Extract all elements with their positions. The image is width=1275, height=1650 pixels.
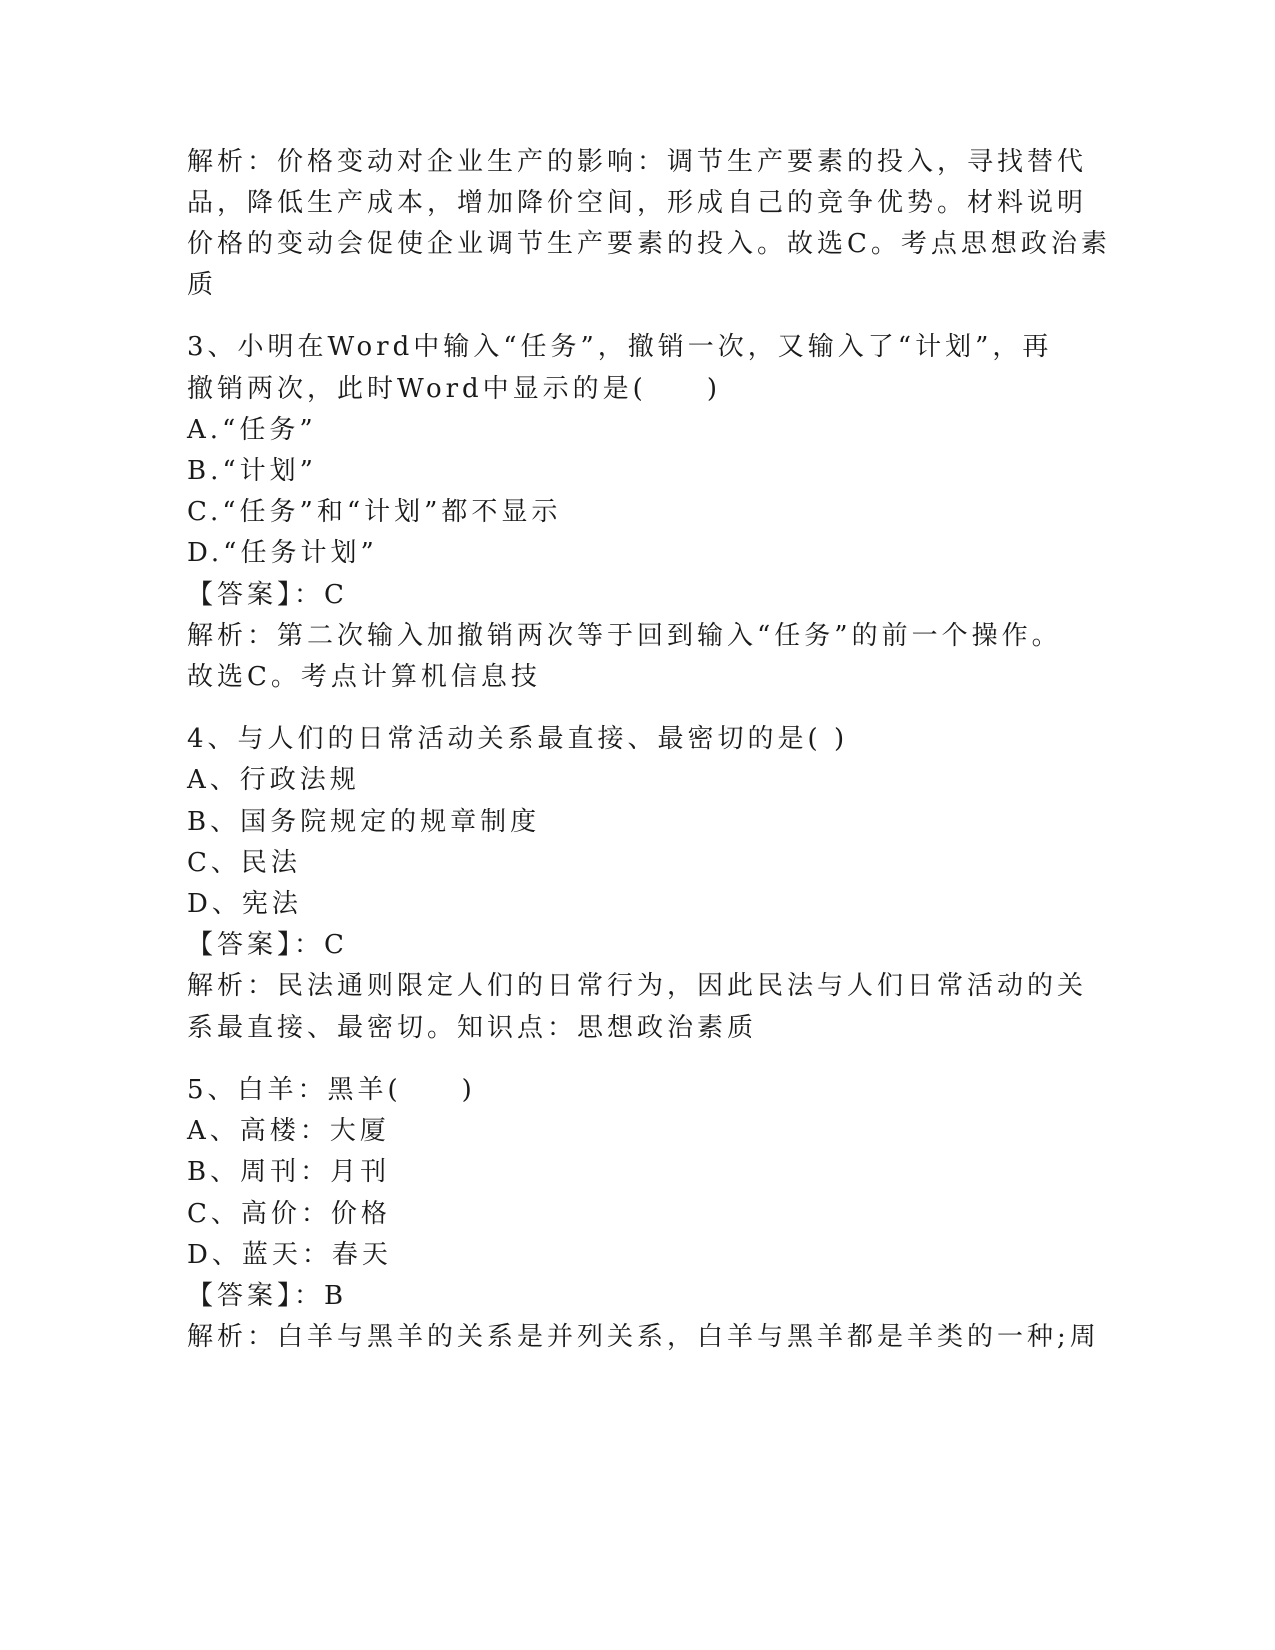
q3-analysis-line-1: 解析：第二次输入加撤销两次等于回到输入“任务”的前一个操作。 <box>187 621 1062 651</box>
q4-option-c: C、民法 <box>187 848 301 878</box>
q2-analysis-line-4: 质 <box>187 270 218 300</box>
q4-analysis-line-1: 解析：民法通则限定人们的日常行为，因此民法与人们日常活动的关 <box>187 971 1088 1001</box>
q3-answer: 【答案】：C <box>187 580 348 610</box>
q3-option-b: B.“计划” <box>187 456 317 486</box>
q5-option-a: A、高楼：大厦 <box>187 1116 390 1146</box>
q4-option-d: D、宪法 <box>187 889 302 919</box>
q2-analysis-line-3: 价格的变动会促使企业调节生产要素的投入。故选C。考点思想政治素 <box>187 229 1111 259</box>
q5-option-b: B、周刊：月刊 <box>187 1157 391 1187</box>
q4-option-b: B、国务院规定的规章制度 <box>187 807 541 837</box>
q3-analysis-line-2: 故选C。考点计算机信息技 <box>187 662 541 692</box>
q3-option-c: C.“任务”和“计划”都不显示 <box>187 497 562 527</box>
q5-analysis-line-1: 解析：白羊与黑羊的关系是并列关系，白羊与黑羊都是羊类的一种;周 <box>187 1322 1100 1352</box>
q3-stem-line-1: 3、小明在Word中输入“任务”，撤销一次，又输入了“计划”，再 <box>187 332 1053 362</box>
q3-stem-line-2: 撤销两次，此时Word中显示的是( ) <box>187 374 721 404</box>
q5-answer: 【答案】：B <box>187 1281 348 1311</box>
q4-stem: 4、与人们的日常活动关系最直接、最密切的是( ) <box>187 724 849 754</box>
q2-analysis-line-2: 品，降低生产成本，增加降价空间，形成自己的竞争优势。材料说明 <box>187 188 1088 218</box>
q4-answer: 【答案】：C <box>187 930 348 960</box>
q5-option-c: C、高价：价格 <box>187 1199 391 1229</box>
q3-option-a: A.“任务” <box>187 415 317 445</box>
q5-stem: 5、白羊：黑羊( ) <box>187 1075 476 1105</box>
q3-option-d: D.“任务计划” <box>187 538 378 568</box>
q4-option-a: A、行政法规 <box>187 765 360 795</box>
q2-analysis-line-1: 解析：价格变动对企业生产的影响：调节生产要素的投入，寻找替代 <box>187 147 1088 177</box>
q4-analysis-line-2: 系最直接、最密切。知识点：思想政治素质 <box>187 1013 758 1043</box>
q5-option-d: D、蓝天：春天 <box>187 1240 392 1270</box>
